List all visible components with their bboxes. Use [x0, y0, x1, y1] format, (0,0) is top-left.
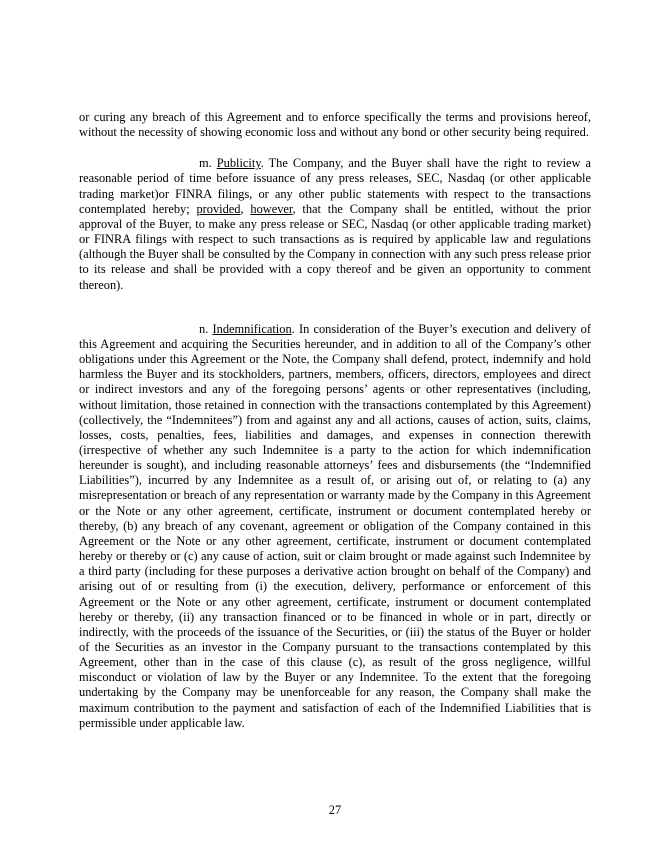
section-n-heading: Indemnification: [212, 321, 292, 336]
document-body: [79, 110, 591, 731]
page-number: 27: [328, 803, 342, 817]
section-n-paragraph: [79, 322, 591, 731]
however-term: however: [250, 201, 293, 216]
section-m-text-2: , that the Company shall be entitled, without the prior approval of the Buyer, to make any press release or SEC, Nasdaq (or other applicable trading market) or FINRA filings with respect to such transactions as is required by applicable law and regulations (although the Buyer shall be consulted by the Company in connection with any such press release prior to its release and shall be provided with a copy thereof and be given an opportunity to comment thereon).: [79, 201, 591, 292]
section-n-letter: n.: [199, 321, 209, 336]
section-m-paragraph: [79, 156, 591, 292]
section-m-letter: m.: [199, 156, 212, 171]
separator-comma: ,: [240, 201, 251, 216]
section-m-heading-suffix: .: [260, 156, 264, 171]
provided-term: provided: [196, 201, 241, 216]
section-m-heading: Publicity: [216, 156, 261, 171]
section-n-text: In consideration of the Buyer’s execution and delivery of this Agreement and acquiring the Securities hereunder, and in addition to all of the Company’s other obligations under this Agreement or the Note, the Company shall defend, protect, indemnify and hold harmless the Buyer and its stockholders, partners, members, officers, directors, employees and direct or indirect investors and any of the foregoing persons’ agents or other representatives (including, without limitation, those retained in connection with the transactions contemplated by this Agreement) (collectively, the “Indemnitees”) from and against any and all actions, causes of action, suits, claims, losses, costs, penalties, fees, liabilities and damages, and expenses in connection therewith (irrespective of whether any such Indemnitee is a party to the action for which indemnification hereunder is sought), and including reasonable attorneys’ fees and disbursements (the “Indemnified Liabilities”), incurred by any Indemnitee as a result of, or arising out of, or relating to (a) any misrepresentation or breach of any representation or warranty made by the Company in this Agreement or the Note or any other agreement, certificate, instrument or document contemplated hereby or thereby, (b) any breach of any covenant, agreement or obligation of the Company contained in this Agreement or the Note or any other agreement, certificate, instrument or document contemplated hereby or thereby or (c) any cause of action, suit or claim brought or made against such Indemnitee by a third party (including for these purposes a derivative action brought on behalf of the Company) and arising out of or resulting from (i) the execution, delivery, performance or enforcement of this Agreement or the Note or any other agreement, certificate, instrument or document contemplated hereby or thereby, (ii) any transaction financed or to be financed in whole or in part, directly or indirectly, with the proceeds of the issuance of the Securities, or (iii) the status of the Buyer or holder of the Securities as an investor in the Company pursuant to the transactions contemplated by this Agreement, other than in the case of this clause (c), as result of the gross negligence, willful misconduct or violation of law by the Buyer or any Indemnitee. To the extent that the foregoing undertaking by the Company may be unenforceable for any reason, the Company shall make the maximum contribution to the payment and satisfaction of each of the Indemnified Liabilities that is permissible under applicable law.: [79, 321, 591, 730]
section-n-heading-suffix: .: [291, 321, 295, 336]
intro-paragraph: or curing any breach of this Agreement and to enforce specifically the terms and provisions hereof, without the necessity of showing economic loss and without any bond or other security being required.: [79, 110, 591, 140]
section-m-text-1: The Company, and the Buyer shall have the right to review a reasonable period of time before issuance of any press releases, SEC, Nasdaq (or other applicable trading market)or FINRA filings, or any other public statements with respect to the transactions contemplated hereby;: [79, 156, 591, 216]
